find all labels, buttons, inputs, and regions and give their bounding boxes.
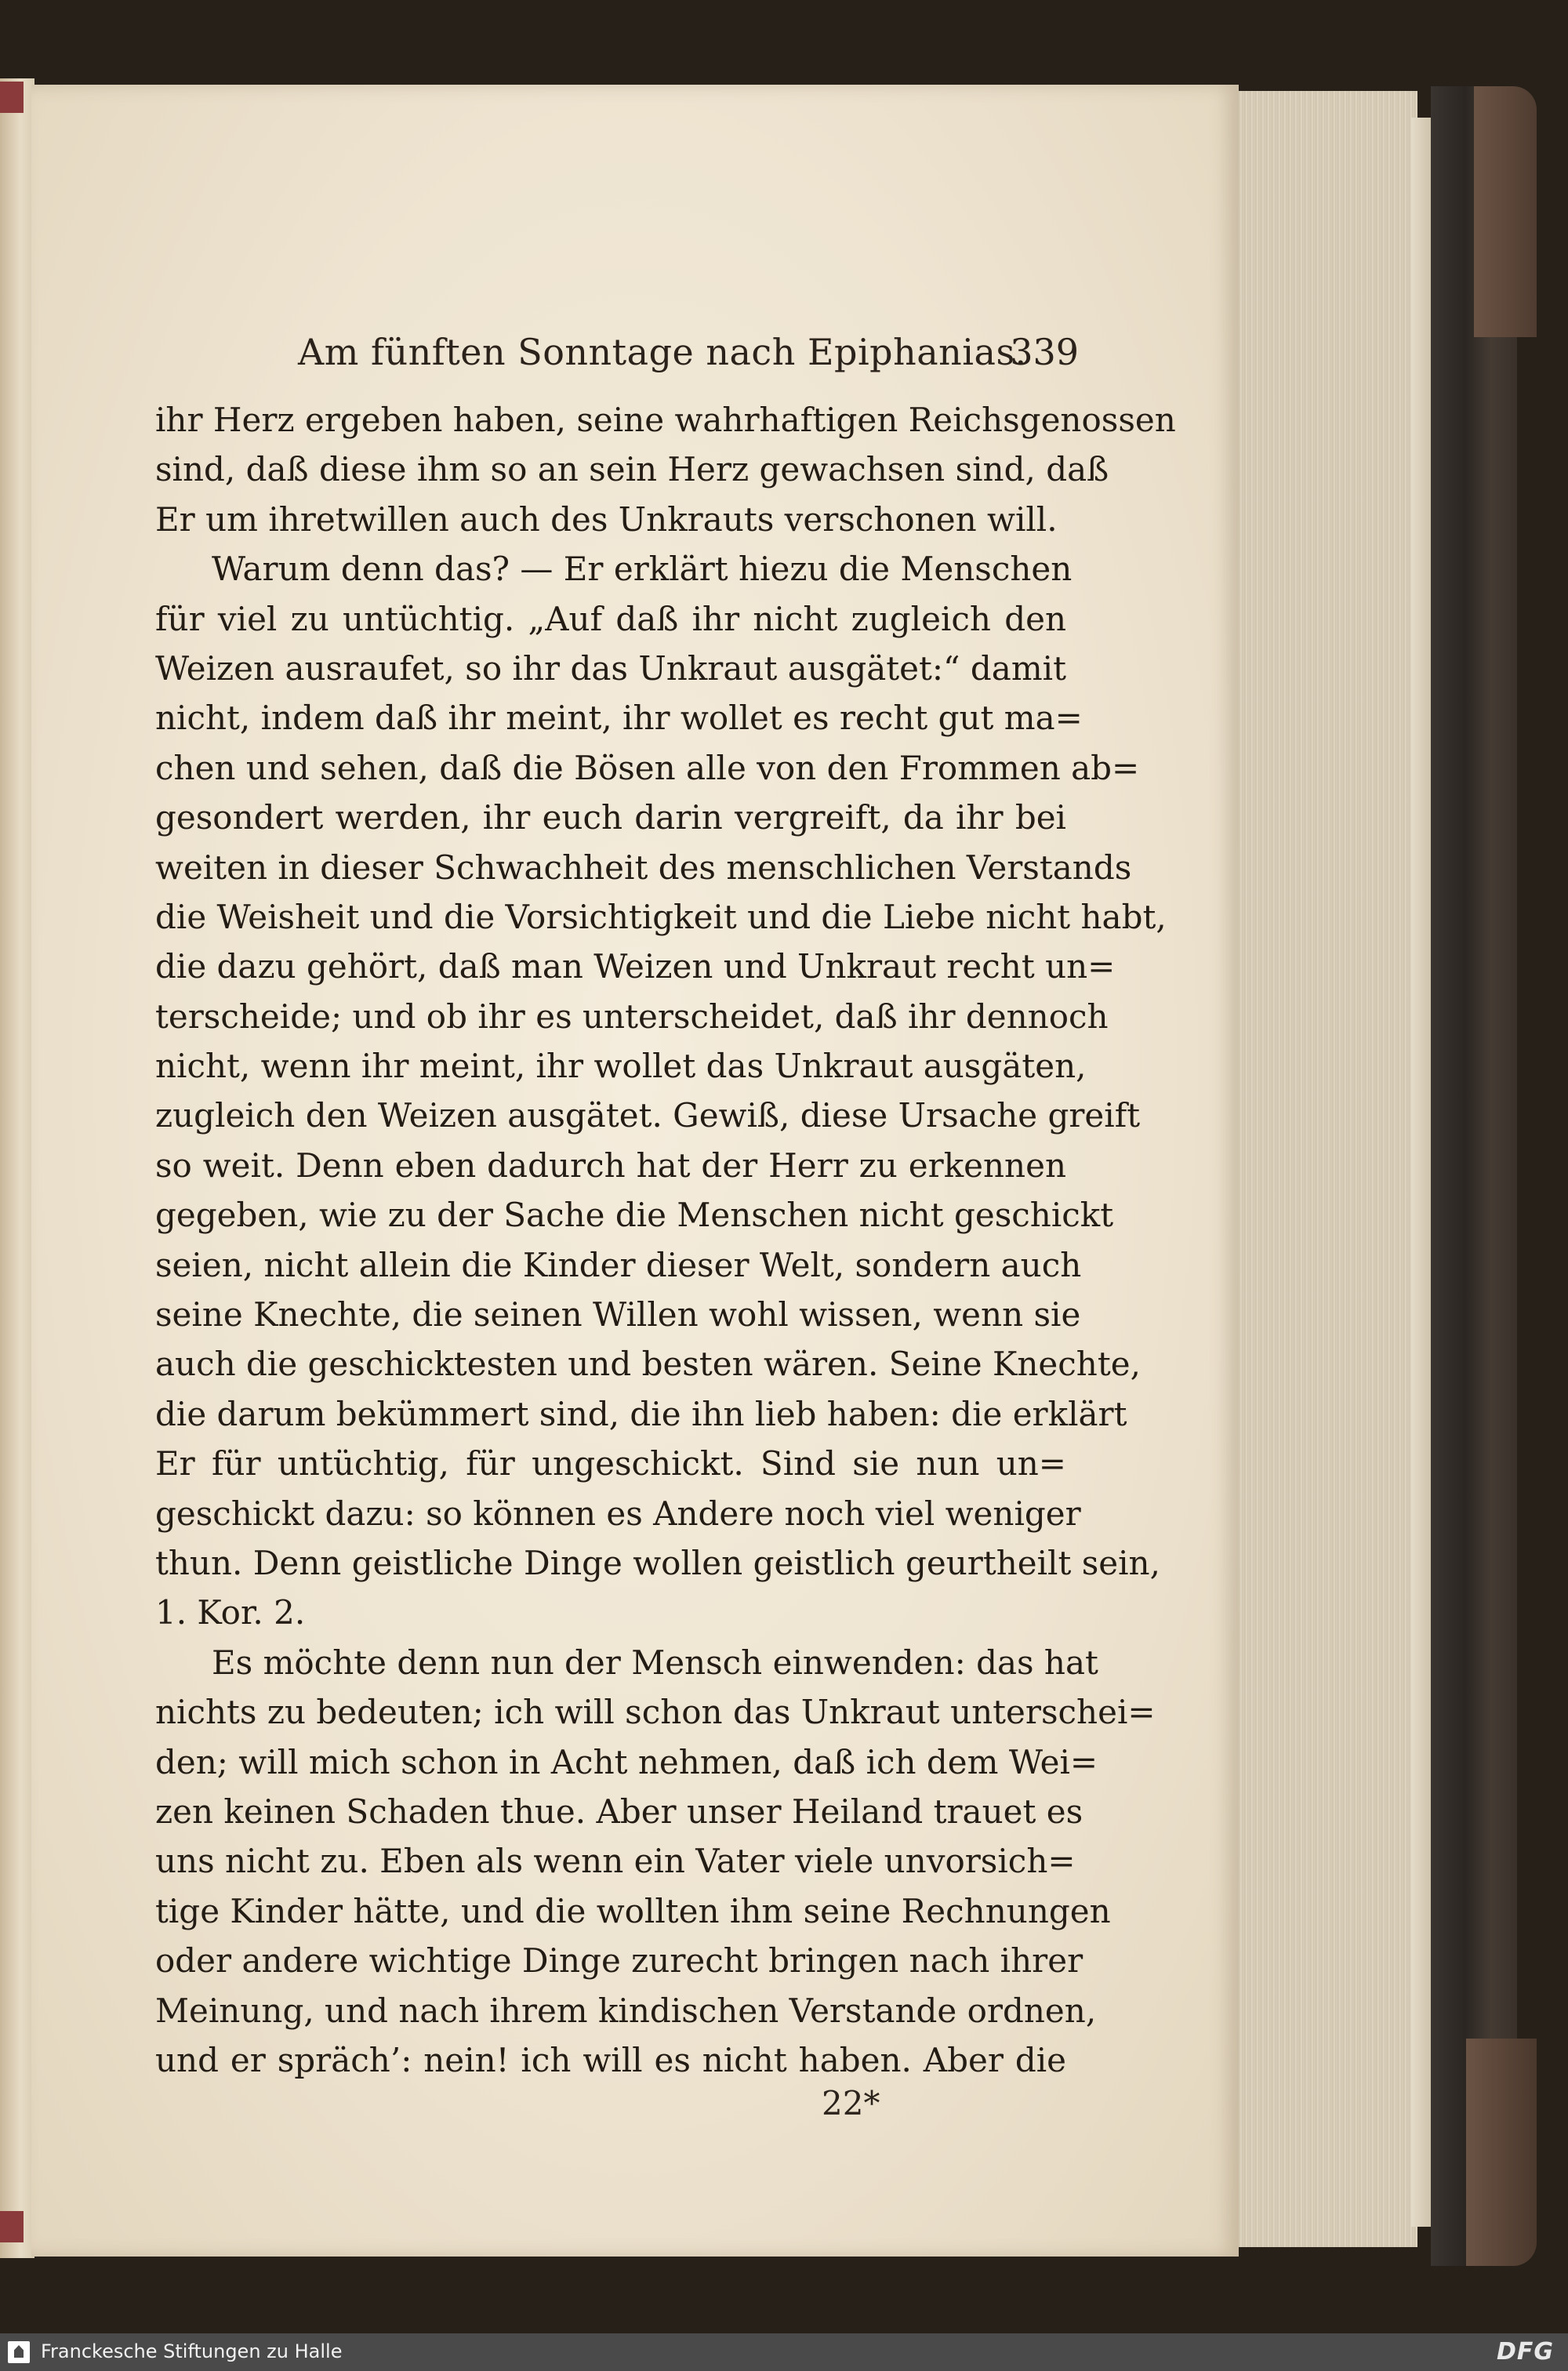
footer-bar bbox=[0, 2333, 1568, 2371]
text-line: Meinung, und nach ihrem kindischen Verstande ordnen, bbox=[155, 1991, 1097, 2030]
signature-mark: 22* bbox=[822, 2084, 880, 2122]
text-line: weiten in dieser Schwachheit des menschlichen Verstands bbox=[155, 848, 1132, 887]
text-line: terscheide; und ob ihr es unterscheidet, daß ihr dennoch bbox=[155, 997, 1109, 1036]
text-line: den; will mich schon in Acht nehmen, daß ich dem Wei= bbox=[155, 1742, 1098, 1781]
book-page bbox=[31, 85, 1239, 2257]
page-number: 339 bbox=[1010, 331, 1079, 373]
book-cover bbox=[1431, 86, 1517, 2266]
text-line: Es möchte denn nun der Mensch einwenden: das hat bbox=[212, 1643, 1098, 1682]
text-line: 1. Kor. 2. bbox=[155, 1593, 306, 1632]
binding-cloth-bottom bbox=[0, 2211, 24, 2242]
institution-logo-icon bbox=[8, 2341, 30, 2363]
text-line: auch die geschicktesten und besten wären. Seine Knechte, bbox=[155, 1345, 1141, 1384]
text-line: seine Knechte, die seinen Willen wohl wissen, wenn sie bbox=[155, 1295, 1081, 1334]
text-line: thun. Denn geistliche Dinge wollen geistlich geurtheilt sein, bbox=[155, 1543, 1160, 1582]
text-line: uns nicht zu. Eben als wenn ein Vater viele unvorsich= bbox=[155, 1842, 1076, 1881]
text-line: nichts zu bedeuten; ich will schon das Unkraut unterschei= bbox=[155, 1693, 1156, 1732]
text-line: und er spräch’: nein! ich will es nicht haben. Aber die bbox=[155, 2040, 1066, 2079]
previous-page-edge bbox=[0, 78, 34, 2258]
text-line: zugleich den Weizen ausgätet. Gewiß, diese Ursache greift bbox=[155, 1096, 1141, 1135]
text-line: nicht, wenn ihr meint, ihr wollet das Unkraut ausgäten, bbox=[155, 1047, 1087, 1086]
institution-name[interactable]: Franckesche Stiftungen zu Halle bbox=[41, 2340, 343, 2362]
text-line: gesondert werden, ihr euch darin vergreift, da ihr bei bbox=[155, 798, 1066, 837]
text-line: sind, daß diese ihm so an sein Herz gewachsen sind, daß bbox=[155, 450, 1109, 489]
cover-leather-corner-top bbox=[1474, 86, 1537, 337]
text-line: Er für untüchtig, für ungeschickt. Sind sie nun un= bbox=[155, 1444, 1066, 1483]
body-text bbox=[155, 395, 1176, 2085]
text-line: Warum denn das? — Er erklärt hiezu die Menschen bbox=[212, 550, 1073, 589]
text-line: oder andere wichtige Dinge zurecht bringen nach ihrer bbox=[155, 1941, 1083, 1981]
text-line: geschickt dazu: so können es Andere noch viel weniger bbox=[155, 1494, 1081, 1533]
text-line: die Weisheit und die Vorsichtigkeit und die Liebe nicht habt, bbox=[155, 897, 1167, 936]
page-text-area bbox=[31, 85, 1239, 2257]
text-line: die darum bekümmert sind, die ihn lieb haben: die erklärt bbox=[155, 1394, 1127, 1433]
cover-leather-corner-bottom bbox=[1466, 2039, 1537, 2266]
text-line: für viel zu untüchtig. „Auf daß ihr nicht zugleich den bbox=[155, 599, 1066, 638]
text-line: tige Kinder hätte, und die wollten ihm seine Rechnungen bbox=[155, 1891, 1111, 1930]
text-line: seien, nicht allein die Kinder dieser Welt, sondern auch bbox=[155, 1245, 1082, 1284]
text-line: ihr Herz ergeben haben, seine wahrhaftigen Reichsgenossen bbox=[155, 401, 1176, 439]
binding-cloth-top bbox=[0, 82, 24, 113]
text-line: chen und sehen, daß die Bösen alle von den Frommen ab= bbox=[155, 748, 1140, 787]
running-title: Am fünften Sonntage nach Epiphanias. bbox=[298, 331, 1027, 373]
page-block-fore-edge bbox=[1235, 91, 1417, 2247]
text-line: Weizen ausraufet, so ihr das Unkraut ausgätet:“ damit bbox=[155, 648, 1066, 688]
text-line: die dazu gehört, daß man Weizen und Unkraut recht un= bbox=[155, 947, 1116, 986]
dfg-logo[interactable]: DFG bbox=[1496, 2338, 1554, 2366]
text-line: gegeben, wie zu der Sache die Menschen nicht geschickt bbox=[155, 1196, 1114, 1235]
text-line: nicht, indem daß ihr meint, ihr wollet es recht gut ma= bbox=[155, 699, 1083, 738]
text-line: so weit. Denn eben dadurch hat der Herr zu erkennen bbox=[155, 1146, 1066, 1185]
text-line: zen keinen Schaden thue. Aber unser Heiland trauet es bbox=[155, 1792, 1083, 1831]
text-line: Er um ihretwillen auch des Unkrauts verschonen will. bbox=[155, 499, 1058, 539]
